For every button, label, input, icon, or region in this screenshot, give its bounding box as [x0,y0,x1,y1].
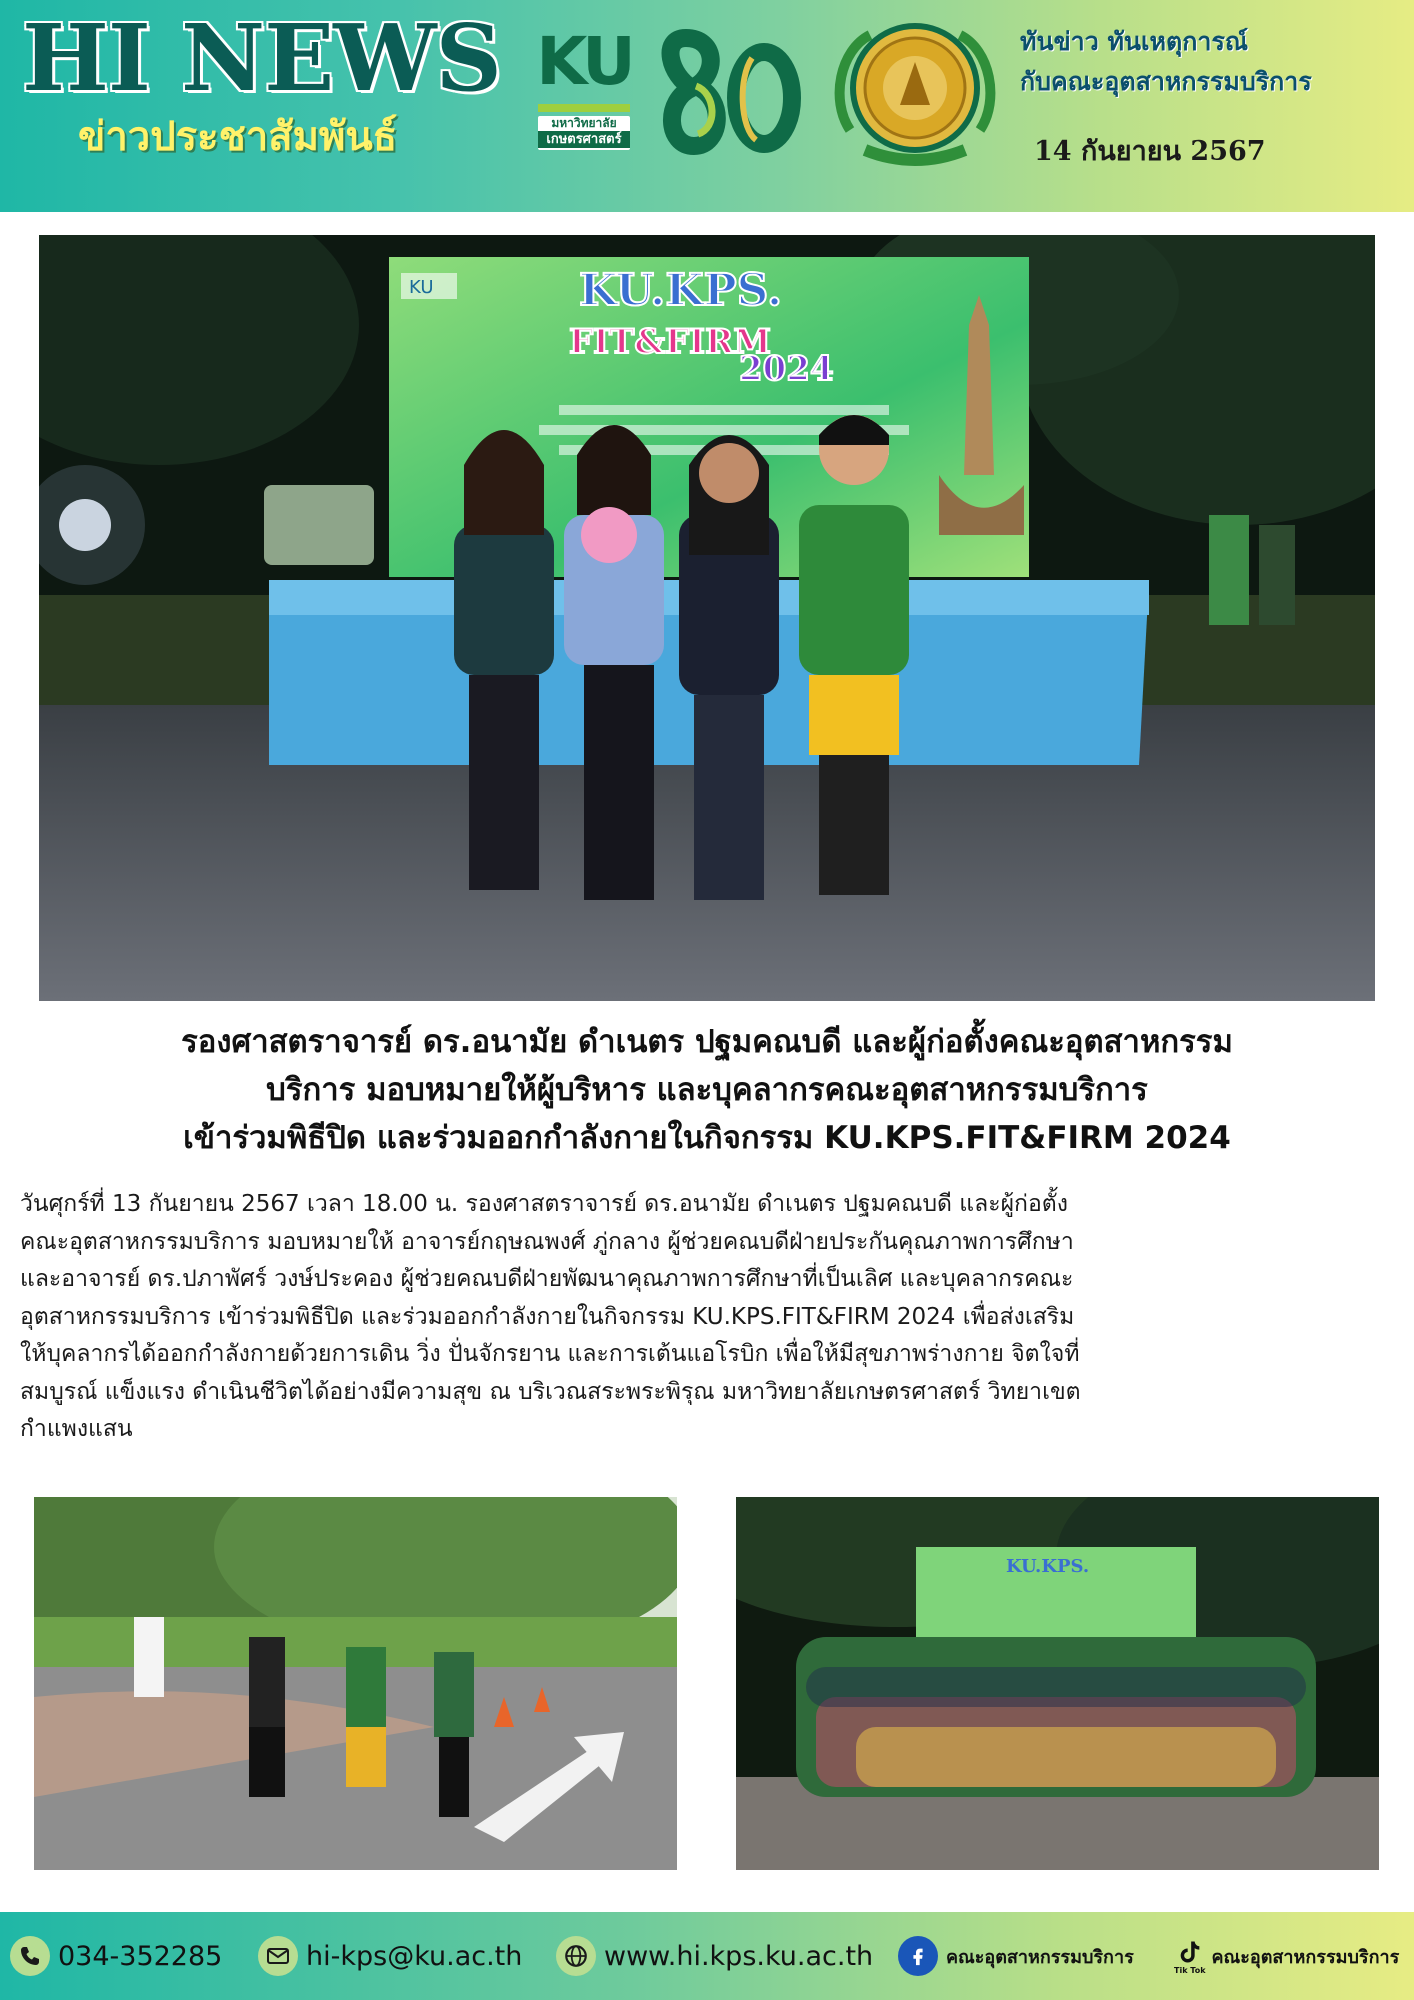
phone-icon [10,1936,50,1976]
ku-logo-bar [538,104,630,112]
brand-block [22,6,502,162]
footer-phone[interactable] [10,1912,222,2000]
faculty-seal-icon [830,10,1000,170]
tagline-line2: กับคณะอุตสาหกรรมบริการ [1020,67,1312,96]
footer-website[interactable] [556,1912,873,2000]
newsletter-header [0,0,1414,212]
banner-title-line1: KU.KPS. [579,265,783,316]
body-line: คณะอุตสาหกรรมบริการ มอบหมายให้ อาจารย์กฤษณพงศ์ ภู่กลาง ผู้ช่วยคณบดีฝ่ายประกันคุณภาพการศึกษา [20,1228,1074,1255]
main-photo [39,235,1375,1001]
banner-title-line2: FIT&FIRM [569,322,771,362]
ku-logo-letters: KU [536,23,632,100]
headline-line: บริการ มอบหมายให้ผู้บริหาร และบุคลากรคณะอุตสาหกรรมบริการ [266,1072,1148,1108]
tiktok-label: Tik Tok [1174,1965,1206,1975]
anniversary-80-logo [656,18,806,158]
body-line: ให้บุคลากรได้ออกกำลังกายด้วยการเดิน วิ่ง ปั่นจักรยาน และการเต้นแอโรบิก เพื่อให้มีสุขภาพร่างกาย จิตใจที่ [20,1341,1080,1367]
body-line: สมบูรณ์ แข็งแรง ดำเนินชีวิตได้อย่างมีความสุข ณ บริเวณสระพระพิรุณ มหาวิทยาลัยเกษตรศาสตร์ วิทยาเขต [20,1378,1081,1405]
header-tagline [1020,22,1400,102]
body-line: กำแพงแสน [20,1416,133,1442]
tiktok-icon [1174,1938,1206,1975]
issue-date: 14 กันยายน 2567 [1034,136,1266,167]
photo-group-illustration [736,1497,1379,1870]
photo-walking-group [34,1497,677,1870]
footer-email[interactable] [258,1912,522,2000]
photo-walking-illustration [34,1497,677,1870]
banner-title-line3: 2024 [739,349,834,389]
body-line: และอาจารย์ ดร.ปภาพัศร์ วงษ์ประคอง ผู้ช่วยคณบดีฝ่ายพัฒนาคุณภาพการศึกษาที่เป็นเลิศ และบุคลากรคณะ [20,1266,1074,1292]
footer-facebook[interactable] [898,1912,1134,2000]
contact-footer [0,1912,1414,2000]
footer-tiktok[interactable] [1174,1912,1399,2000]
footer-tiktok-text: คณะอุตสาหกรรมบริการ [1211,1946,1400,1968]
headline-line: รองศาสตราจารย์ ดร.อนามัย ดำเนตร ปฐมคณบดี และผู้ก่อตั้งคณะอุตสาหกรรม [181,1024,1233,1060]
ku-name-line2: เกษตรศาสตร์ [538,131,630,148]
ku-university-logo [534,22,634,152]
right-photo-banner-text: KU.KPS. [1006,1556,1090,1577]
body-line: อุตสาหกรรมบริการ เข้าร่วมพิธีปิด และร่วมออกกำลังกายในกิจกรรม KU.KPS.FIT&FIRM 2024 เพื่อส่งเสริม [20,1303,1075,1330]
brand-title: HI NEWS [22,4,501,112]
banner-ku-logo: KU [409,277,434,298]
tagline-line1: ทันข่าว ทันเหตุการณ์ [1020,27,1249,56]
article-headline [20,1018,1394,1162]
globe-icon [556,1936,596,1976]
ku-name-line1: มหาวิทยาลัย [551,116,617,130]
main-photo-illustration [39,235,1375,1001]
footer-phone-text: 034-352285 [58,1940,223,1972]
photo-group-night [736,1497,1379,1870]
email-icon [258,1936,298,1976]
footer-website-text: www.hi.kps.ku.ac.th [604,1940,874,1972]
headline-line: เข้าร่วมพิธีปิด และร่วมออกกำลังกายในกิจกรรม KU.KPS.FIT&FIRM 2024 [183,1120,1231,1156]
ku-logo-name [538,116,630,150]
facebook-icon [898,1936,938,1976]
footer-email-text: hi-kps@ku.ac.th [306,1940,523,1972]
brand-subtitle: ข่าวประชาสัมพันธ์ [78,114,398,160]
article-body [20,1186,1398,1449]
footer-facebook-text: คณะอุตสาหกรรมบริการ [946,1946,1134,1968]
body-line: วันศุกร์ที่ 13 กันยายน 2567 เวลา 18.00 น. รองศาสตราจารย์ ดร.อนามัย ดำเนตร ปฐมคณบดี และผู้ก่อตั้ง [20,1191,1068,1217]
